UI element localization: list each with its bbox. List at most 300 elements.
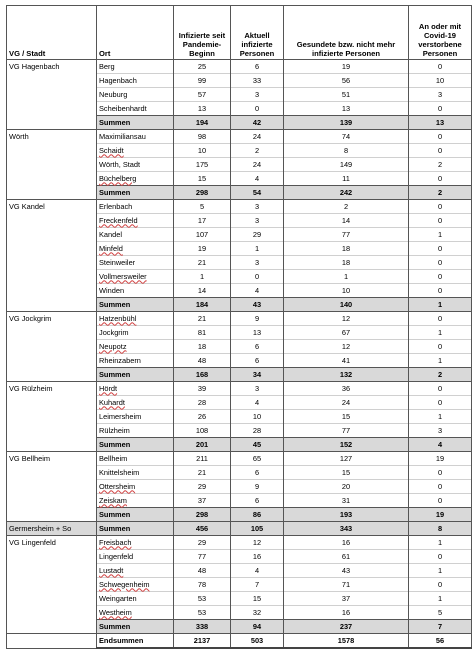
gesundete-value: 36 (284, 382, 409, 396)
sum-infizierte: 298 (174, 186, 231, 200)
table-row (7, 424, 472, 438)
infizierte-value: 28 (174, 396, 231, 410)
table-row (7, 256, 472, 270)
gesundete-value: 71 (284, 578, 409, 592)
table-row (7, 60, 472, 74)
table-row (7, 242, 472, 256)
gesundete-value: 31 (284, 494, 409, 508)
ort-cell (97, 130, 174, 144)
infizierte-value: 21 (174, 312, 231, 326)
verstorben-value: 0 (409, 270, 472, 284)
table-row (7, 228, 472, 242)
gesundete-value: 12 (284, 312, 409, 326)
ort-cell (97, 480, 174, 494)
verstorben-value: 0 (409, 144, 472, 158)
vg-cell (7, 620, 97, 634)
verstorben-value: 19 (409, 452, 472, 466)
gesundete-value: 18 (284, 256, 409, 270)
gesundete-value: 43 (284, 564, 409, 578)
sum-infizierte: 338 (174, 620, 231, 634)
table-row (7, 452, 472, 466)
sum-verstorben: 56 (409, 634, 472, 649)
ort-cell (97, 172, 174, 186)
table-row (7, 172, 472, 186)
ort-name: Rülzheim (99, 425, 130, 435)
table-row (7, 564, 472, 578)
ort-cell (97, 606, 174, 620)
ort-name: Lingenfeld (99, 551, 134, 561)
vg-cell (7, 88, 97, 102)
aktuell-value: 6 (231, 340, 284, 354)
sum-label: Summen (97, 438, 174, 452)
ort-cell (97, 536, 174, 550)
ort-cell (97, 494, 174, 508)
table-row (7, 466, 472, 480)
sum-infizierte: 456 (174, 522, 231, 536)
infizierte-value: 107 (174, 228, 231, 242)
aktuell-value: 6 (231, 466, 284, 480)
infizierte-value: 37 (174, 494, 231, 508)
sum-gesundete: 343 (284, 522, 409, 536)
verstorben-value: 1 (409, 326, 472, 340)
sum-aktuell: 94 (231, 620, 284, 634)
infizierte-value: 13 (174, 102, 231, 116)
vg-cell (7, 466, 97, 480)
ort-cell (97, 200, 174, 214)
gesundete-value: 37 (284, 592, 409, 606)
infizierte-value: 19 (174, 242, 231, 256)
infizierte-value: 78 (174, 578, 231, 592)
ort-cell (97, 284, 174, 298)
verstorben-value: 0 (409, 214, 472, 228)
verstorben-value: 1 (409, 354, 472, 368)
table-body (7, 60, 472, 649)
sum-label: Summen (97, 620, 174, 634)
sum-gesundete: 242 (284, 186, 409, 200)
table-row (7, 480, 472, 494)
sum-verstorben: 13 (409, 116, 472, 130)
aktuell-value: 10 (231, 410, 284, 424)
ort-name: Rheinzabern (99, 355, 141, 365)
gesundete-value: 20 (284, 480, 409, 494)
vg-cell (7, 144, 97, 158)
vg-cell (7, 116, 97, 130)
aktuell-value: 0 (231, 102, 284, 116)
verstorben-value: 0 (409, 60, 472, 74)
vg-cell (7, 354, 97, 368)
table-row (7, 214, 472, 228)
vg-cell: Germersheim + So (7, 522, 97, 536)
ort-cell (97, 382, 174, 396)
aktuell-value: 32 (231, 606, 284, 620)
vg-cell (7, 228, 97, 242)
gesundete-value: 12 (284, 340, 409, 354)
table-row (7, 550, 472, 564)
infizierte-value: 175 (174, 158, 231, 172)
table-row (7, 144, 472, 158)
sum-gesundete: 1578 (284, 634, 409, 649)
ort-name: Knittelsheim (99, 467, 140, 477)
summen-row (7, 620, 472, 634)
sum-verstorben: 1 (409, 298, 472, 312)
sum-aktuell: 45 (231, 438, 284, 452)
sum-aktuell: 86 (231, 508, 284, 522)
table-row (7, 340, 472, 354)
aktuell-value: 28 (231, 424, 284, 438)
sum-infizierte: 2137 (174, 634, 231, 649)
endsummen-row (7, 634, 472, 649)
vg-cell (7, 396, 97, 410)
sum-aktuell: 42 (231, 116, 284, 130)
verstorben-value: 0 (409, 312, 472, 326)
summen-row (7, 116, 472, 130)
gesundete-value: 11 (284, 172, 409, 186)
infizierte-value: 108 (174, 424, 231, 438)
ort-name: Freckenfeld (99, 215, 138, 225)
vg-cell (7, 494, 97, 508)
covid-statistics-document (6, 5, 462, 649)
ort-name: Jockgrim (99, 327, 129, 337)
header-ort: Ort (97, 6, 174, 60)
infizierte-value: 21 (174, 256, 231, 270)
infizierte-value: 14 (174, 284, 231, 298)
verstorben-value: 1 (409, 536, 472, 550)
aktuell-value: 65 (231, 452, 284, 466)
gesundete-value: 24 (284, 396, 409, 410)
aktuell-value: 4 (231, 172, 284, 186)
vg-cell: VG Hagenbach (7, 60, 97, 74)
verstorben-value: 0 (409, 256, 472, 270)
ort-name: Westheim (99, 607, 132, 617)
header-gesundete: Gesundete bzw. nicht mehr infizierte Personen (284, 6, 409, 60)
table-row (7, 102, 472, 116)
vg-cell (7, 424, 97, 438)
aktuell-value: 2 (231, 144, 284, 158)
vg-cell: VG Jockgrim (7, 312, 97, 326)
gesundete-value: 10 (284, 284, 409, 298)
table-row (7, 312, 472, 326)
verstorben-value: 0 (409, 102, 472, 116)
ort-name: Büchelberg (99, 173, 137, 183)
verstorben-value: 3 (409, 88, 472, 102)
ort-name: Scheibenhardt (99, 103, 147, 113)
ort-name: Minfeld (99, 243, 123, 253)
aktuell-value: 1 (231, 242, 284, 256)
sum-label: Summen (97, 368, 174, 382)
sum-aktuell: 105 (231, 522, 284, 536)
table-row (7, 396, 472, 410)
gesundete-value: 15 (284, 466, 409, 480)
vg-cell (7, 270, 97, 284)
table-row (7, 382, 472, 396)
aktuell-value: 16 (231, 550, 284, 564)
table-row (7, 606, 472, 620)
gesundete-value: 18 (284, 242, 409, 256)
infection-table (6, 5, 472, 649)
aktuell-value: 29 (231, 228, 284, 242)
gesundete-value: 77 (284, 424, 409, 438)
ort-name: Steinweiler (99, 257, 136, 267)
sum-label: Summen (97, 508, 174, 522)
ort-name: Freisbach (99, 537, 132, 547)
infizierte-value: 1 (174, 270, 231, 284)
ort-name: Neuburg (99, 89, 128, 99)
ort-name: Lustadt (99, 565, 124, 575)
ort-name: Zeiskam (99, 495, 127, 505)
sum-infizierte: 298 (174, 508, 231, 522)
sum-label: Endsummen (97, 634, 174, 649)
verstorben-value: 0 (409, 340, 472, 354)
header-aktuell: Aktuell infizierte Personen (231, 6, 284, 60)
table-row (7, 200, 472, 214)
vg-cell (7, 298, 97, 312)
sum-verstorben: 8 (409, 522, 472, 536)
ort-name: Schwegenheim (99, 579, 150, 589)
sum-verstorben: 7 (409, 620, 472, 634)
aktuell-value: 3 (231, 256, 284, 270)
aktuell-value: 6 (231, 354, 284, 368)
aktuell-value: 4 (231, 564, 284, 578)
ort-cell (97, 88, 174, 102)
vg-cell (7, 550, 97, 564)
ort-cell (97, 242, 174, 256)
vg-cell (7, 368, 97, 382)
aktuell-value: 15 (231, 592, 284, 606)
verstorben-value: 0 (409, 480, 472, 494)
vg-cell (7, 340, 97, 354)
vg-cell (7, 480, 97, 494)
aktuell-value: 12 (231, 536, 284, 550)
ort-cell (97, 60, 174, 74)
verstorben-value: 0 (409, 550, 472, 564)
infizierte-value: 5 (174, 200, 231, 214)
verstorben-value: 0 (409, 172, 472, 186)
table-row (7, 158, 472, 172)
table-header-row (7, 6, 472, 60)
ort-name: Hagenbach (99, 75, 137, 85)
sum-verstorben: 4 (409, 438, 472, 452)
aktuell-value: 3 (231, 214, 284, 228)
aktuell-value: 3 (231, 88, 284, 102)
verstorben-value: 0 (409, 130, 472, 144)
infizierte-value: 57 (174, 88, 231, 102)
infizierte-value: 29 (174, 480, 231, 494)
verstorben-value: 2 (409, 158, 472, 172)
gesundete-value: 2 (284, 200, 409, 214)
header-infizierte: Infizierte seit Pandemie-Beginn (174, 6, 231, 60)
table-row (7, 270, 472, 284)
ort-name: Berg (99, 61, 115, 71)
verstorben-value: 3 (409, 424, 472, 438)
gesundete-value: 14 (284, 214, 409, 228)
verstorben-value: 1 (409, 564, 472, 578)
gesundete-value: 149 (284, 158, 409, 172)
gesundete-value: 67 (284, 326, 409, 340)
sum-infizierte: 194 (174, 116, 231, 130)
aktuell-value: 6 (231, 494, 284, 508)
table-row (7, 592, 472, 606)
summen-row (7, 522, 472, 536)
header-verstorben: An oder mit Covid-19 verstorbene Personen (409, 6, 472, 60)
verstorben-value: 1 (409, 410, 472, 424)
ort-cell (97, 158, 174, 172)
ort-cell (97, 74, 174, 88)
ort-cell (97, 424, 174, 438)
ort-cell (97, 326, 174, 340)
ort-name: Neupotz (99, 341, 127, 351)
infizierte-value: 53 (174, 606, 231, 620)
verstorben-value: 0 (409, 284, 472, 298)
sum-infizierte: 168 (174, 368, 231, 382)
ort-cell (97, 410, 174, 424)
verstorben-value: 5 (409, 606, 472, 620)
table-row (7, 536, 472, 550)
ort-name: Bellheim (99, 453, 128, 463)
ort-cell (97, 270, 174, 284)
vg-cell (7, 172, 97, 186)
infizierte-value: 17 (174, 214, 231, 228)
infizierte-value: 39 (174, 382, 231, 396)
table-row (7, 74, 472, 88)
ort-cell (97, 312, 174, 326)
sum-label: Summen (97, 522, 174, 536)
sum-label: Summen (97, 186, 174, 200)
ort-cell (97, 564, 174, 578)
infizierte-value: 10 (174, 144, 231, 158)
gesundete-value: 13 (284, 102, 409, 116)
ort-name: Hatzenbühl (99, 313, 137, 323)
infizierte-value: 26 (174, 410, 231, 424)
table-row (7, 326, 472, 340)
ort-name: Hördt (99, 383, 118, 393)
table-row (7, 130, 472, 144)
vg-cell: VG Kandel (7, 200, 97, 214)
sum-label: Summen (97, 298, 174, 312)
vg-cell (7, 606, 97, 620)
gesundete-value: 16 (284, 536, 409, 550)
infizierte-value: 99 (174, 74, 231, 88)
ort-name: Erlenbach (99, 201, 133, 211)
table-row (7, 88, 472, 102)
sum-infizierte: 184 (174, 298, 231, 312)
aktuell-value: 6 (231, 60, 284, 74)
verstorben-value: 0 (409, 396, 472, 410)
sum-gesundete: 132 (284, 368, 409, 382)
sum-gesundete: 193 (284, 508, 409, 522)
table-row (7, 494, 472, 508)
sum-label: Summen (97, 116, 174, 130)
aktuell-value: 7 (231, 578, 284, 592)
vg-cell (7, 578, 97, 592)
ort-cell (97, 452, 174, 466)
summen-row (7, 508, 472, 522)
gesundete-value: 77 (284, 228, 409, 242)
ort-name: Winden (99, 285, 125, 295)
aktuell-value: 4 (231, 396, 284, 410)
ort-name: Vollmersweiler (99, 271, 147, 281)
sum-aktuell: 43 (231, 298, 284, 312)
vg-cell (7, 284, 97, 298)
gesundete-value: 16 (284, 606, 409, 620)
gesundete-value: 61 (284, 550, 409, 564)
gesundete-value: 56 (284, 74, 409, 88)
vg-cell (7, 326, 97, 340)
ort-cell (97, 340, 174, 354)
vg-cell (7, 634, 97, 649)
sum-aktuell: 503 (231, 634, 284, 649)
ort-cell (97, 256, 174, 270)
ort-name: Weingarten (99, 593, 137, 603)
ort-cell (97, 466, 174, 480)
table-row (7, 578, 472, 592)
ort-cell (97, 592, 174, 606)
ort-name: Wörth, Stadt (99, 159, 141, 169)
vg-cell (7, 158, 97, 172)
sum-gesundete: 237 (284, 620, 409, 634)
ort-name: Schaidt (99, 145, 124, 155)
vg-cell: Wörth (7, 130, 97, 144)
verstorben-value: 0 (409, 466, 472, 480)
verstorben-value: 10 (409, 74, 472, 88)
aktuell-value: 13 (231, 326, 284, 340)
gesundete-value: 8 (284, 144, 409, 158)
infizierte-value: 21 (174, 466, 231, 480)
infizierte-value: 29 (174, 536, 231, 550)
ort-cell (97, 102, 174, 116)
infizierte-value: 77 (174, 550, 231, 564)
gesundete-value: 127 (284, 452, 409, 466)
vg-cell (7, 186, 97, 200)
vg-cell (7, 508, 97, 522)
vg-cell (7, 74, 97, 88)
vg-cell (7, 242, 97, 256)
aktuell-value: 33 (231, 74, 284, 88)
aktuell-value: 9 (231, 312, 284, 326)
sum-aktuell: 54 (231, 186, 284, 200)
aktuell-value: 9 (231, 480, 284, 494)
aktuell-value: 4 (231, 284, 284, 298)
infizierte-value: 18 (174, 340, 231, 354)
vg-cell (7, 102, 97, 116)
table-row (7, 284, 472, 298)
summen-row (7, 186, 472, 200)
verstorben-value: 0 (409, 494, 472, 508)
sum-gesundete: 152 (284, 438, 409, 452)
vg-cell (7, 410, 97, 424)
ort-name: Kuhardt (99, 397, 125, 407)
summen-row (7, 368, 472, 382)
vg-cell (7, 214, 97, 228)
infizierte-value: 48 (174, 354, 231, 368)
ort-cell (97, 214, 174, 228)
ort-cell (97, 354, 174, 368)
sum-verstorben: 19 (409, 508, 472, 522)
verstorben-value: 0 (409, 578, 472, 592)
vg-cell (7, 564, 97, 578)
ort-cell (97, 144, 174, 158)
infizierte-value: 15 (174, 172, 231, 186)
ort-name: Leimersheim (99, 411, 142, 421)
vg-cell: VG Bellheim (7, 452, 97, 466)
sum-aktuell: 34 (231, 368, 284, 382)
vg-cell: VG Rülzheim (7, 382, 97, 396)
gesundete-value: 74 (284, 130, 409, 144)
aktuell-value: 24 (231, 130, 284, 144)
infizierte-value: 98 (174, 130, 231, 144)
gesundete-value: 15 (284, 410, 409, 424)
infizierte-value: 211 (174, 452, 231, 466)
header-vg: VG / Stadt (7, 6, 97, 60)
